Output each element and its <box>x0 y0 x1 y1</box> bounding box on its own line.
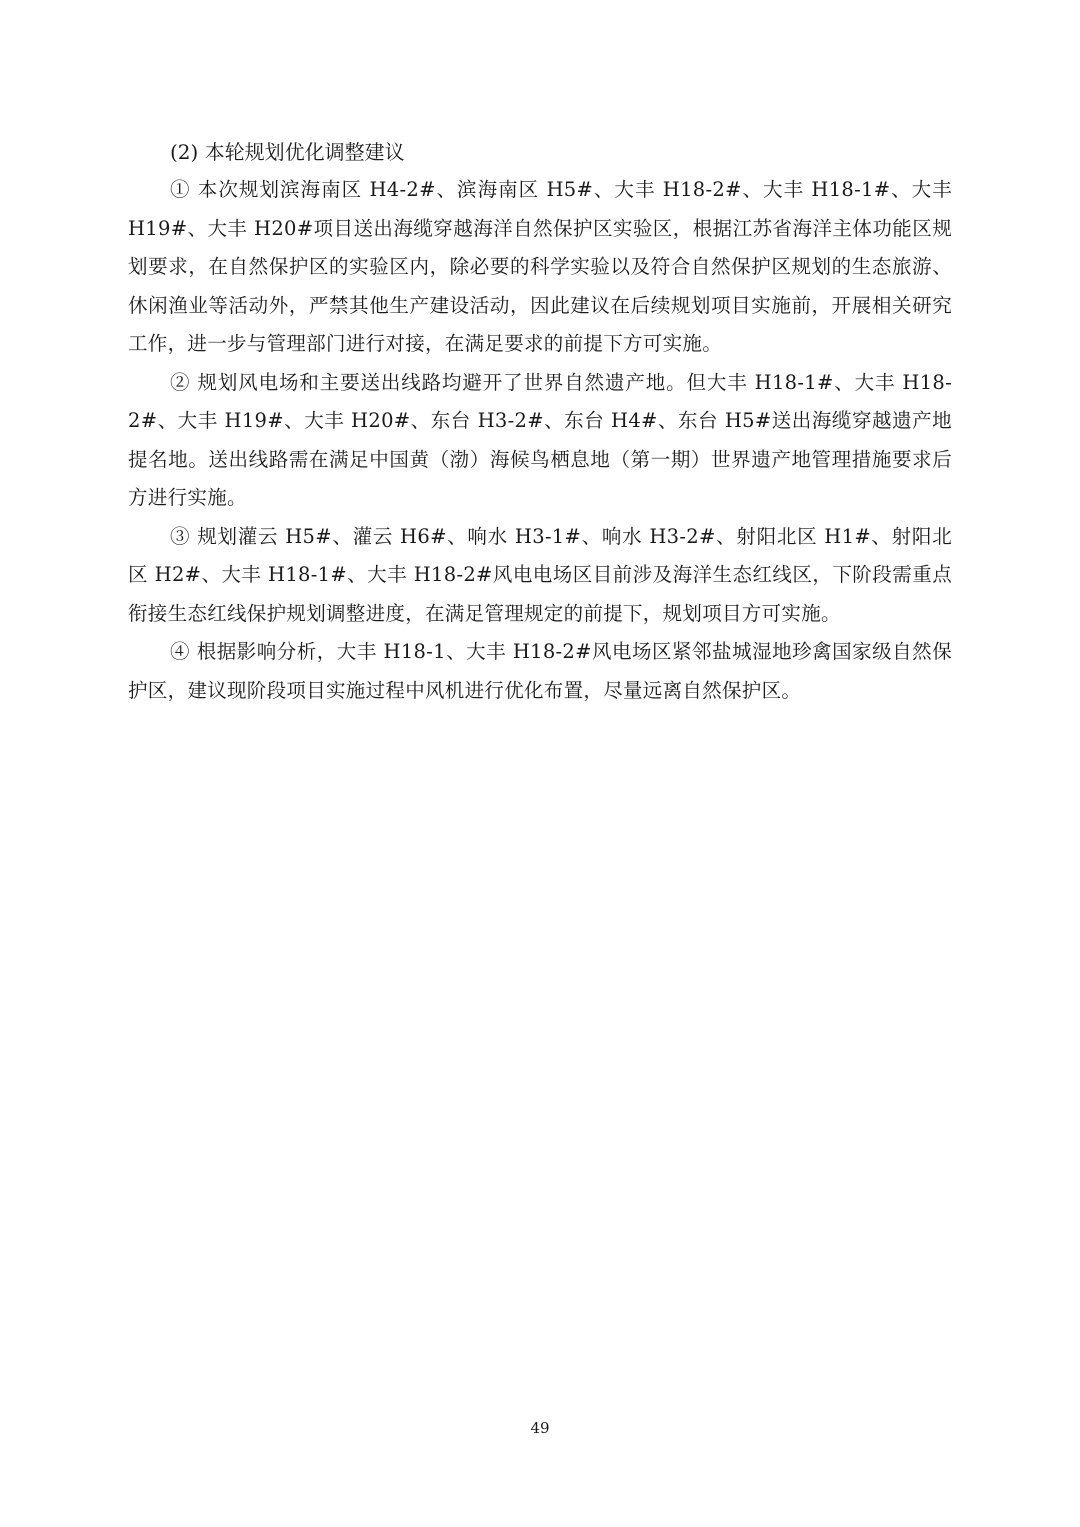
paragraph-item-1: ① 本次规划滨海南区 H4-2#、滨海南区 H5#、大丰 H18-2#、大丰 H18-1#、大丰 H19#、大丰 H20#项目送出海缆穿越海洋自然保护区实验区，根据江苏省海洋主体功能区规划要求，在自然保护区的实验区内，除必要的科学实验以及符合自然保护区规划的生态旅游、休闲渔业等活动外，严禁其他生产建设活动，因此建议在后续规划项目实施前，开展相关研究工作，进一步与管理部门进行对接，在满足要求的前提下方可实施。 <box>128 178 952 355</box>
page-number: 49 <box>530 1419 550 1437</box>
section-heading: (2) 本轮规划优化调整建议 <box>170 140 405 164</box>
document-body <box>128 133 952 710</box>
paragraph-item-2: ② 规划风电场和主要送出线路均避开了世界自然遗产地。但大丰 H18-1#、大丰 H18-2#、大丰 H19#、大丰 H20#、东台 H3-2#、东台 H4#、东台 H5#送出海缆穿越遗产地提名地。送出线路需在满足中国黄（渤）海候鸟栖息地（第一期）世界遗产地管理措施要求后方进行实施。 <box>128 370 952 509</box>
paragraph-item-3: ③ 规划灌云 H5#、灌云 H6#、响水 H3-1#、响水 H3-2#、射阳北区 H1#、射阳北区 H2#、大丰 H18-1#、大丰 H18-2#风电电场区目前涉及海洋生态红线区，下阶段需重点衔接生态红线保护规划调整进度，在满足管理规定的前提下，规划项目方可实施。 <box>128 524 952 625</box>
paragraph-item-4: ④ 根据影响分析，大丰 H18-1、大丰 H18-2#风电场区紧邻盐城湿地珍禽国家级自然保护区，建议现阶段项目实施过程中风机进行优化布置，尽量远离自然保护区。 <box>128 640 952 702</box>
